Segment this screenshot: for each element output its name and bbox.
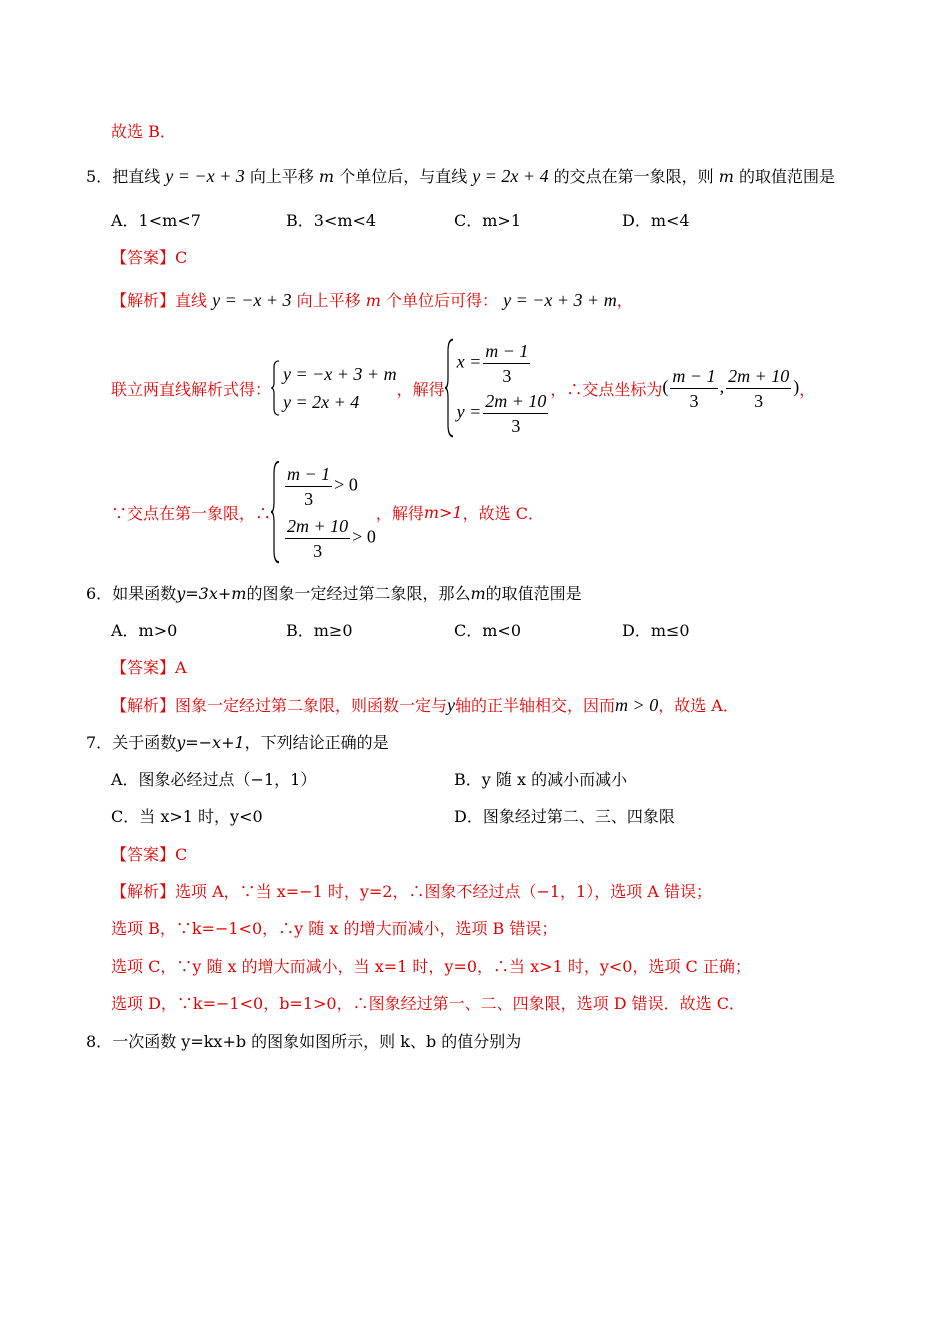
q5-coordinates [662,365,799,412]
q5-sol-text: ， [799,379,816,399]
q5-coord-y-num: 2m + 10 [728,365,790,386]
q6-stem-eq: y=3x+m [176,584,247,603]
q5-sys2-y-den: 3 [511,415,521,436]
q5-system-equations [271,360,397,416]
q6-option-c: C．m<0 [454,621,522,640]
q5-system-solution [445,338,551,438]
q5-inequality-system [271,460,376,564]
q7-option-d: D．图象经过第二、三、四象限 [454,807,675,826]
q5-sol-text: ，解得 [375,503,424,523]
q5-coord-x-den: 3 [689,390,699,411]
q8-stem [86,1032,521,1052]
q6-solution [111,695,739,716]
q5-solution-line3 [111,460,544,564]
q8-stem-text: 一次函数 y=kx+b 的图象如图所示，则 k、b 的值分别为 [112,1032,522,1051]
q6-sol-text: 图象一定经过第二象限，则函数一定与 [175,696,448,715]
q5-var-m: m [718,167,734,186]
q6-stem-text: 如果函数 [112,584,177,603]
q6-stem-text: 的图象一定经过第二象限，那么 [246,584,471,603]
q5-var-m: m [365,291,381,310]
q6-sol-eq: m > 0 [615,695,659,715]
q7-solution-line2: 选项 B，∵k=−1<0，∴y 随 x 的增大而减小，选项 B 错误； [111,919,558,938]
q5-solution-line1 [111,290,633,311]
q5-option-a: A．1<m<7 [111,211,201,230]
q5-stem-text: 把直线 [112,167,161,186]
comma: , [719,376,725,397]
q6-stem [86,584,582,604]
q5-ineq1-den: 3 [304,488,314,509]
q5-ineq1-num: m − 1 [287,463,331,484]
q7-stem [86,733,389,753]
q5-coord-y-den: 3 [754,390,764,411]
q5-sol-text: 向上平移 [296,291,361,310]
q5-sys2-x-num: m − 1 [485,340,529,361]
q5-sol-eq2: y = −x + 3 + m [503,290,617,310]
q5-sol-text: ，∴交点坐标为 [550,379,663,399]
q5-ineq2-den: 3 [313,540,323,561]
brace-icon [445,338,454,438]
q5-answer: 【答案】C [111,248,188,267]
q5-sol-text: 联立两直线解析式得： [111,379,272,399]
q5-sys2-y-num: 2m + 10 [485,390,547,411]
brace-icon [271,460,280,564]
q5-solution-line2 [111,338,815,438]
q5-option-d: D．m<4 [622,211,690,230]
q5-sys1-row2: y = 2x + 4 [283,392,360,412]
q5-sys1-row1: y = −x + 3 + m [283,364,397,384]
q5-ineq1-rhs: > 0 [334,474,358,495]
q5-sol-text: ，解得 [396,379,445,399]
q5-sol-text: 个单位后可得： [386,291,499,310]
q6-option-d: D．m≤0 [622,621,690,640]
q7-option-c: C．当 x>1 时，y<0 [111,807,263,826]
q6-sol-text: ，故选 A． [658,696,739,715]
q5-number: 5． [86,167,113,186]
q5-stem-text: 向上平移 [249,167,314,186]
paren-close: ) [793,376,800,397]
q8-number: 8． [86,1032,113,1051]
q7-option-b: B．y 随 x 的减小而减小 [454,770,628,789]
q5-line2-eq: y = 2x + 4 [472,166,549,186]
q6-var-m: m [470,584,486,603]
q5-sol-eq1: y = −x + 3 [212,290,292,310]
q6-option-a: A．m>0 [111,621,178,640]
q5-sol-text: ，故选 C． [462,503,544,523]
q7-stem-text: 关于函数 [112,733,177,752]
q5-ineq2-num: 2m + 10 [287,515,349,536]
q7-solution-line4: 选项 D，∵k=−1<0，b=1>0，∴图象经过第一、二、四象限，选项 D 错误．故选 C． [111,994,745,1013]
q7-option-a: A．图象必经过点（−1，1） [111,770,317,789]
q6-answer: 【答案】A [111,658,187,677]
q7-stem-text: ，下列结论正确的是 [244,733,389,752]
q5-sol-text: ， [616,291,633,310]
q6-number: 6． [86,584,113,603]
q6-stem-text: 的取值范围是 [485,584,582,603]
q6-sol-text: 轴的正半轴相交，因而 [455,696,616,715]
q7-solution-line3: 选项 C，∵y 随 x 的增大而减小，当 x=1 时，y=0，∴当 x>1 时，y<0，选项 C 正确； [111,957,751,976]
q5-stem [86,166,835,187]
q5-stem-text: 个单位后，与直线 [339,167,468,186]
paren-open: ( [662,376,669,397]
q5-option-c: C．m>1 [454,211,522,230]
q5-stem-text: 的取值范围是 [739,167,836,186]
q5-stem-text: 的交点在第一象限，则 [553,167,714,186]
q5-var-m: m [318,167,335,186]
q7-stem-eq: y=−x+1 [176,733,245,752]
q6-option-b: B．m≥0 [286,621,353,640]
q6-sol-var-y: y [447,695,456,715]
q4-conclusion: 故选 B． [111,122,176,141]
solution-label: 【解析】 [111,696,176,715]
q5-sol-text: ∵交点在第一象限，∴ [111,503,272,523]
q5-sol-result: m>1 [423,502,463,522]
q5-line1-eq: y = −x + 3 [165,166,245,186]
q5-sol-text: 直线 [175,291,208,310]
q5-option-b: B．3<m<4 [286,211,377,230]
q5-sys2-y-lhs: y = [456,401,482,422]
brace-icon [271,360,280,416]
q7-number: 7． [86,733,113,752]
q7-answer: 【答案】C [111,845,188,864]
q5-ineq2-rhs: > 0 [352,526,376,547]
q5-sys2-x-lhs: x = [456,351,482,372]
q5-coord-x-num: m − 1 [672,365,716,386]
q7-solution-line1: 【解析】选项 A，∵当 x=−1 时，y=2，∴图象不经过点（−1，1），选项 A 错误； [111,882,712,901]
q5-sys2-x-den: 3 [502,365,512,386]
solution-label: 【解析】 [111,291,176,310]
